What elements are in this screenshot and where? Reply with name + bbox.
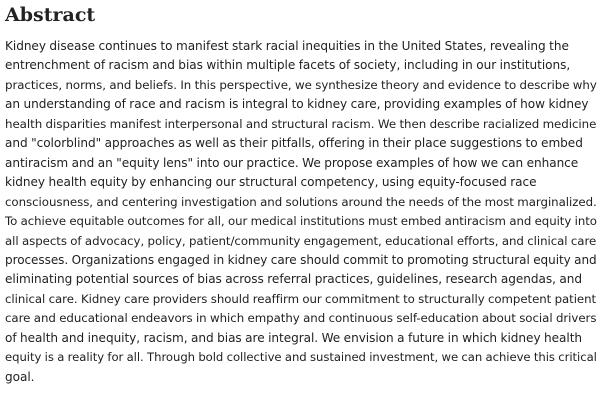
abstract-line: processes. Organizations engaged in kidney care should commit to promoting structural equity and: [5, 252, 597, 267]
abstract-line: of health and inequity, racism, and bias are integral. We envision a future in which kidney health: [5, 330, 583, 345]
abstract-paragraph: [5, 37, 597, 387]
abstract-line: Kidney disease continues to manifest stark racial inequities in the United States, revealing the: [5, 39, 569, 53]
abstract-line: clinical care. Kidney care providers should reaffirm our commitment to structurally competent patient: [5, 291, 597, 306]
abstract-heading: Abstract: [5, 4, 96, 26]
abstract-line: kidney health equity by enhancing our structural competency, using equity-focused race: [5, 175, 537, 190]
abstract-line: and "colorblind" approaches as well as their pitfalls, offering in their place suggestions to embed: [5, 136, 583, 151]
abstract-line: goal.: [5, 369, 35, 384]
abstract-line: practices, norms, and beliefs. In this perspective, we synthesize theory and evidence to describe why: [5, 77, 597, 92]
abstract-line: equity is a reality for all. Through bold collective and sustained investment, we can achieve this critical: [5, 350, 597, 365]
abstract-line: To achieve equitable outcomes for all, our medical institutions must embed antiracism and equity into: [5, 214, 597, 229]
abstract-line: consciousness, and centering investigation and solutions around the needs of the most marginalized.: [5, 194, 597, 209]
abstract-line: antiracism and an "equity lens" into our practice. We propose examples of how we can enhance: [5, 155, 579, 170]
abstract-line: all aspects of advocacy, policy, patient/community engagement, educational efforts, and clinical care: [5, 233, 597, 248]
abstract-line: health disparities manifest interpersonal and structural racism. We then describe racialized medicine: [5, 116, 597, 131]
abstract-line: care and educational endeavors in which empathy and continuous self-education about social drivers: [5, 311, 597, 326]
abstract-line: eliminating potential sources of bias across referral practices, guidelines, research agendas, and: [5, 272, 583, 287]
abstract-line: an understanding of race and racism is integral to kidney care, providing examples of how kidney: [5, 97, 589, 112]
abstract-line: entrenchment of racism and bias within multiple facets of society, including in our institutions,: [5, 58, 571, 73]
